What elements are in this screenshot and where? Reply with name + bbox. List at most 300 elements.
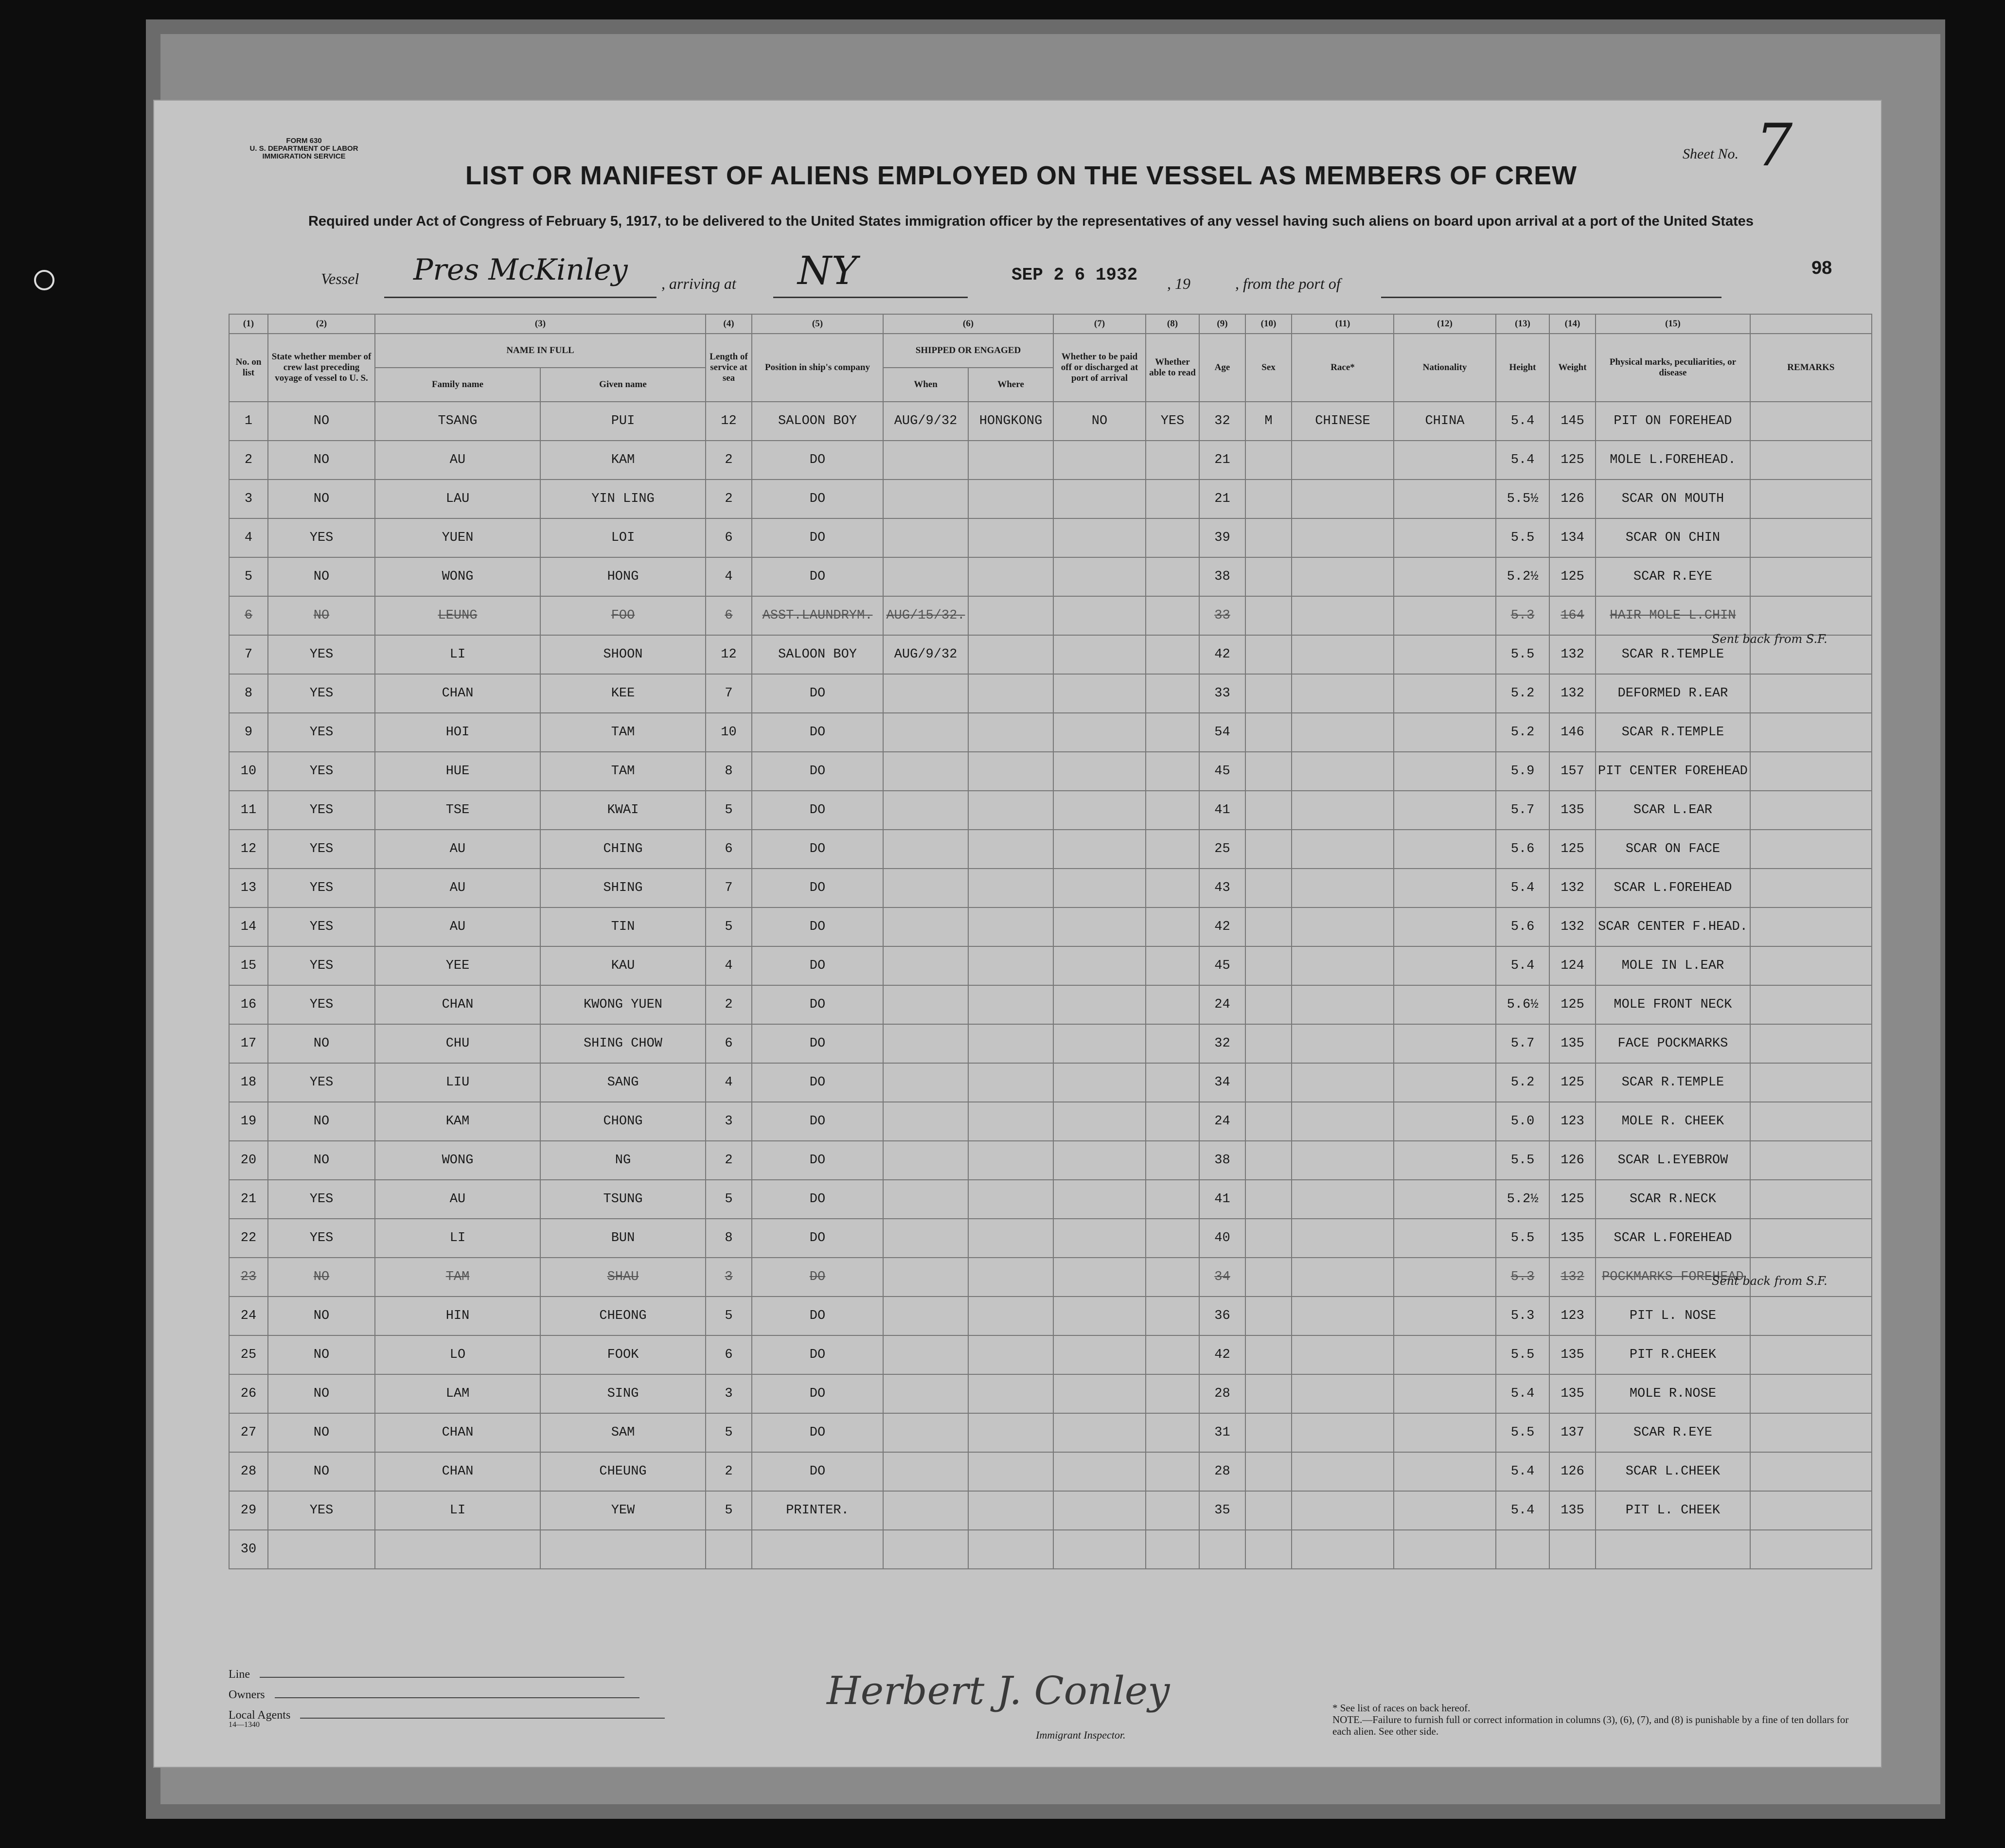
able-read-cell [1146, 1024, 1199, 1063]
given-name-cell: YEW [540, 1491, 706, 1530]
header-when: When [883, 368, 968, 402]
table-row [229, 480, 1872, 518]
position-cell: DO [752, 1219, 883, 1258]
family-name-cell: LIU [375, 1063, 540, 1102]
given-name-cell: CHEUNG [540, 1452, 706, 1491]
table-row [229, 985, 1872, 1024]
sex-cell [1245, 752, 1292, 791]
family-name-cell: LO [375, 1335, 540, 1374]
sex-cell [1245, 1180, 1292, 1219]
paid-off-cell [1053, 557, 1146, 596]
height-cell: 5.4 [1496, 1491, 1549, 1530]
prev-voyage-cell: NO [268, 1024, 375, 1063]
given-name-cell: FOO [540, 596, 706, 635]
col-num: (2) [268, 314, 375, 334]
nationality-cell [1394, 1452, 1496, 1491]
position-cell: DO [752, 1063, 883, 1102]
header-shipped-engaged: SHIPPED OR ENGAGED [883, 334, 1053, 368]
service-length-cell: 7 [706, 674, 752, 713]
service-length-cell: 6 [706, 596, 752, 635]
family-name-cell: LEUNG [375, 596, 540, 635]
age-cell: 45 [1199, 946, 1245, 985]
paid-off-cell [1053, 1374, 1146, 1413]
sex-cell [1245, 869, 1292, 907]
prev-voyage-cell: YES [268, 635, 375, 674]
nationality-cell [1394, 1491, 1496, 1530]
physical-marks-cell: DEFORMED R.EAR [1596, 674, 1750, 713]
race-cell [1292, 1452, 1394, 1491]
remark-row-23: Sent back from S.F. [1712, 1274, 1828, 1288]
row-number: 28 [229, 1452, 268, 1491]
col-num: (10) [1245, 314, 1292, 334]
shipped-when-cell [883, 1413, 968, 1452]
sex-cell [1245, 557, 1292, 596]
weight-cell: 125 [1549, 1063, 1596, 1102]
service-length-cell: 12 [706, 635, 752, 674]
nationality-cell [1394, 1297, 1496, 1335]
footnote [1332, 1702, 1867, 1737]
local-agents-label: Local Agents [229, 1709, 291, 1722]
height-cell: 5.5½ [1496, 480, 1549, 518]
given-name-cell: KWONG YUEN [540, 985, 706, 1024]
race-cell [1292, 441, 1394, 480]
remarks-cell [1750, 1063, 1872, 1102]
remarks-cell [1750, 1219, 1872, 1258]
shipped-where-cell [968, 1180, 1053, 1219]
sex-cell [1245, 1297, 1292, 1335]
paid-off-cell [1053, 480, 1146, 518]
height-cell: 5.5 [1496, 1219, 1549, 1258]
position-cell: DO [752, 791, 883, 830]
position-cell: DO [752, 713, 883, 752]
race-cell [1292, 985, 1394, 1024]
date-stamp: SEP 2 6 1932 [1011, 265, 1138, 285]
shipped-where-cell [968, 1063, 1053, 1102]
remarks-cell [1750, 596, 1872, 635]
paid-off-cell [1053, 674, 1146, 713]
position-cell: DO [752, 1258, 883, 1297]
physical-marks-cell: MOLE IN L.EAR [1596, 946, 1750, 985]
physical-marks-cell: PIT CENTER FOREHEAD [1596, 752, 1750, 791]
position-cell: DO [752, 830, 883, 869]
height-cell: 5.7 [1496, 1024, 1549, 1063]
able-read-cell [1146, 869, 1199, 907]
table-row [229, 1335, 1872, 1374]
height-cell: 5.4 [1496, 946, 1549, 985]
remarks-cell [1750, 1530, 1872, 1569]
table-row [229, 869, 1872, 907]
given-name-cell: HONG [540, 557, 706, 596]
shipped-when-cell [883, 869, 968, 907]
row-number: 23 [229, 1258, 268, 1297]
shipped-when-cell: AUG/15/32. [883, 596, 968, 635]
age-cell: 33 [1199, 674, 1245, 713]
race-cell [1292, 1024, 1394, 1063]
sex-cell [1245, 1335, 1292, 1374]
header-weight: Weight [1549, 334, 1596, 402]
height-cell: 5.5 [1496, 1335, 1549, 1374]
position-cell: DO [752, 441, 883, 480]
nationality-cell: CHINA [1394, 402, 1496, 441]
family-name-cell: LI [375, 1219, 540, 1258]
shipped-when-cell: AUG/9/32 [883, 402, 968, 441]
paid-off-cell [1053, 1102, 1146, 1141]
col-num: (14) [1549, 314, 1596, 334]
given-name-cell: SANG [540, 1063, 706, 1102]
position-cell: DO [752, 518, 883, 557]
age-cell: 33 [1199, 596, 1245, 635]
row-number: 10 [229, 752, 268, 791]
physical-marks-cell: SCAR R.TEMPLE [1596, 635, 1750, 674]
nationality-cell [1394, 557, 1496, 596]
header-position: Position in ship's company [752, 334, 883, 402]
shipped-when-cell [883, 1063, 968, 1102]
position-cell: DO [752, 557, 883, 596]
able-read-cell [1146, 1335, 1199, 1374]
sex-cell: M [1245, 402, 1292, 441]
shipped-where-cell [968, 441, 1053, 480]
weight-cell: 137 [1549, 1413, 1596, 1452]
sex-cell [1245, 830, 1292, 869]
shipped-when-cell [883, 1452, 968, 1491]
nationality-cell [1394, 1024, 1496, 1063]
service-length-cell: 7 [706, 869, 752, 907]
weight-cell: 135 [1549, 1374, 1596, 1413]
col-num: (9) [1199, 314, 1245, 334]
page-number: 98 [1811, 258, 1832, 278]
prev-voyage-cell: YES [268, 752, 375, 791]
weight-cell: 126 [1549, 1141, 1596, 1180]
family-name-cell: TSANG [375, 402, 540, 441]
family-name-cell: HUE [375, 752, 540, 791]
nationality-cell [1394, 1335, 1496, 1374]
sex-cell [1245, 985, 1292, 1024]
remark-row-6: Sent back from S.F. [1712, 632, 1828, 646]
family-name-cell: AU [375, 441, 540, 480]
shipped-when-cell [883, 1219, 968, 1258]
able-read-cell [1146, 985, 1199, 1024]
shipped-where-cell [968, 1530, 1053, 1569]
given-name-cell: LOI [540, 518, 706, 557]
remarks-cell [1750, 441, 1872, 480]
col-num: (11) [1292, 314, 1394, 334]
penalty-note: NOTE.—Failure to furnish full or correct information in columns (3), (6), (7), and (8) is punishable by a fine of ten dollars for each alien. See other side. [1332, 1714, 1849, 1737]
row-number: 18 [229, 1063, 268, 1102]
page-title: LIST OR MANIFEST OF ALIENS EMPLOYED ON THE VESSEL AS MEMBERS OF CREW [465, 161, 1578, 190]
service-name: IMMIGRATION SERVICE [262, 152, 346, 160]
height-cell: 5.4 [1496, 402, 1549, 441]
weight-cell: 132 [1549, 635, 1596, 674]
age-cell: 41 [1199, 791, 1245, 830]
row-number: 26 [229, 1374, 268, 1413]
shipped-where-cell [968, 946, 1053, 985]
header-sex: Sex [1245, 334, 1292, 402]
races-note: * See list of races on back hereof. [1332, 1702, 1471, 1714]
height-cell: 5.6 [1496, 830, 1549, 869]
race-cell [1292, 907, 1394, 946]
physical-marks-cell: SCAR R.EYE [1596, 557, 1750, 596]
weight-cell: 135 [1549, 791, 1596, 830]
vessel-line [321, 270, 359, 288]
weight-cell: 123 [1549, 1102, 1596, 1141]
sex-cell [1245, 1413, 1292, 1452]
race-cell [1292, 480, 1394, 518]
shipped-when-cell [883, 1141, 968, 1180]
age-cell: 24 [1199, 1102, 1245, 1141]
remarks-cell [1750, 557, 1872, 596]
race-cell [1292, 557, 1394, 596]
given-name-cell: SHING CHOW [540, 1024, 706, 1063]
able-read-cell [1146, 441, 1199, 480]
paid-off-cell [1053, 752, 1146, 791]
race-cell [1292, 1413, 1394, 1452]
col-num: (13) [1496, 314, 1549, 334]
able-read-cell [1146, 713, 1199, 752]
age-cell: 28 [1199, 1374, 1245, 1413]
table-row [229, 1452, 1872, 1491]
physical-marks-cell: SCAR L.EYEBROW [1596, 1141, 1750, 1180]
header-where: Where [968, 368, 1053, 402]
age-cell: 21 [1199, 480, 1245, 518]
vessel-underline [384, 297, 657, 298]
physical-marks-cell: SCAR CENTER F.HEAD. [1596, 907, 1750, 946]
line-label: Line [229, 1668, 250, 1681]
physical-marks-cell: PIT L. NOSE [1596, 1297, 1750, 1335]
shipped-when-cell [883, 518, 968, 557]
service-length-cell: 2 [706, 480, 752, 518]
shipped-when-cell [883, 907, 968, 946]
given-name-cell: NG [540, 1141, 706, 1180]
position-cell: SALOON BOY [752, 402, 883, 441]
height-cell: 5.2½ [1496, 1180, 1549, 1219]
family-name-cell: CHAN [375, 985, 540, 1024]
age-cell: 54 [1199, 713, 1245, 752]
shipped-when-cell [883, 480, 968, 518]
department-name: U. S. DEPARTMENT OF LABOR [249, 144, 358, 153]
able-read-cell [1146, 557, 1199, 596]
owners-label: Owners [229, 1688, 265, 1701]
age-cell: 39 [1199, 518, 1245, 557]
table-row [229, 907, 1872, 946]
race-cell [1292, 1102, 1394, 1141]
service-length-cell: 8 [706, 1219, 752, 1258]
shipped-when-cell [883, 1102, 968, 1141]
row-number: 7 [229, 635, 268, 674]
physical-marks-cell [1596, 1530, 1750, 1569]
sheet-number-label: Sheet No. [1683, 146, 1739, 162]
able-read-cell: YES [1146, 402, 1199, 441]
sex-cell [1245, 1102, 1292, 1141]
paid-off-cell [1053, 596, 1146, 635]
able-read-cell [1146, 635, 1199, 674]
col-num: (6) [883, 314, 1053, 334]
table-row [229, 1530, 1872, 1569]
paid-off-cell [1053, 1413, 1146, 1452]
able-read-cell [1146, 1491, 1199, 1530]
able-read-cell [1146, 1530, 1199, 1569]
paid-off-cell [1053, 1141, 1146, 1180]
shipped-where-cell [968, 1491, 1053, 1530]
physical-marks-cell: SCAR R.EYE [1596, 1413, 1750, 1452]
header-remarks: REMARKS [1750, 334, 1872, 402]
family-name-cell: TAM [375, 1258, 540, 1297]
paid-off-cell [1053, 1219, 1146, 1258]
physical-marks-cell: MOLE R. CHEEK [1596, 1102, 1750, 1141]
family-name-cell: LI [375, 1491, 540, 1530]
table-row [229, 518, 1872, 557]
prev-voyage-cell: NO [268, 1374, 375, 1413]
shipped-when-cell [883, 752, 968, 791]
position-cell: SALOON BOY [752, 635, 883, 674]
paid-off-cell [1053, 985, 1146, 1024]
row-number: 1 [229, 402, 268, 441]
family-name-cell: CHAN [375, 1413, 540, 1452]
from-port-label: , from the port of [1235, 275, 1341, 292]
vessel-name: Pres McKinley [413, 253, 628, 287]
physical-marks-cell: MOLE R.NOSE [1596, 1374, 1750, 1413]
age-cell: 36 [1199, 1297, 1245, 1335]
given-name-cell: CHONG [540, 1102, 706, 1141]
prev-voyage-cell: YES [268, 907, 375, 946]
nationality-cell [1394, 441, 1496, 480]
service-length-cell: 5 [706, 791, 752, 830]
weight-cell: 123 [1549, 1297, 1596, 1335]
remarks-cell [1750, 1024, 1872, 1063]
weight-cell: 125 [1549, 1180, 1596, 1219]
given-name-cell: TAM [540, 752, 706, 791]
able-read-cell [1146, 1258, 1199, 1297]
nationality-cell [1394, 830, 1496, 869]
table-row [229, 1258, 1872, 1297]
age-cell: 25 [1199, 830, 1245, 869]
race-cell [1292, 1180, 1394, 1219]
remarks-cell [1750, 907, 1872, 946]
shipped-where-cell [968, 1258, 1053, 1297]
prev-voyage-cell: YES [268, 869, 375, 907]
age-cell: 38 [1199, 1141, 1245, 1180]
prev-voyage-cell: YES [268, 791, 375, 830]
sex-cell [1245, 1141, 1292, 1180]
weight-cell: 132 [1549, 1258, 1596, 1297]
race-cell [1292, 635, 1394, 674]
shipped-when-cell [883, 1530, 968, 1569]
shipped-where-cell [968, 1024, 1053, 1063]
col-num: (1) [229, 314, 268, 334]
row-number: 29 [229, 1491, 268, 1530]
race-cell [1292, 1335, 1394, 1374]
position-cell: DO [752, 1102, 883, 1141]
header-prev-voyage: State whether member of crew last preceding voyage of vessel to U. S. [268, 334, 375, 402]
shipped-when-cell [883, 1024, 968, 1063]
given-name-cell: YIN LING [540, 480, 706, 518]
able-read-cell [1146, 518, 1199, 557]
shipped-where-cell [968, 752, 1053, 791]
vessel-label: Vessel [321, 270, 359, 287]
shipped-where-cell [968, 1413, 1053, 1452]
table-row [229, 752, 1872, 791]
nationality-cell [1394, 635, 1496, 674]
family-name-cell: LI [375, 635, 540, 674]
table-row [229, 1102, 1872, 1141]
height-cell: 5.5 [1496, 1141, 1549, 1180]
service-length-cell: 2 [706, 985, 752, 1024]
race-cell: CHINESE [1292, 402, 1394, 441]
sex-cell [1245, 480, 1292, 518]
shipped-where-cell [968, 907, 1053, 946]
age-cell: 31 [1199, 1413, 1245, 1452]
footer-fields [229, 1668, 665, 1741]
table-row [229, 635, 1872, 674]
nationality-cell [1394, 907, 1496, 946]
table-row [229, 1219, 1872, 1258]
height-cell: 5.0 [1496, 1102, 1549, 1141]
shipped-when-cell [883, 830, 968, 869]
local-agents-field [300, 1718, 665, 1719]
row-number: 24 [229, 1297, 268, 1335]
family-name-cell: WONG [375, 557, 540, 596]
service-length-cell: 5 [706, 1491, 752, 1530]
shipped-when-cell [883, 1297, 968, 1335]
height-cell: 5.4 [1496, 1452, 1549, 1491]
height-cell: 5.2 [1496, 1063, 1549, 1102]
col-num: (15) [1596, 314, 1750, 334]
header-physical-marks: Physical marks, peculiarities, or disease [1596, 334, 1750, 402]
family-name-cell: YEE [375, 946, 540, 985]
table-row [229, 946, 1872, 985]
prev-voyage-cell: YES [268, 674, 375, 713]
weight-cell: 132 [1549, 674, 1596, 713]
weight-cell: 125 [1549, 557, 1596, 596]
table-row [229, 1141, 1872, 1180]
shipped-when-cell [883, 713, 968, 752]
given-name-cell: CHEONG [540, 1297, 706, 1335]
row-number: 4 [229, 518, 268, 557]
service-length-cell: 3 [706, 1374, 752, 1413]
age-cell: 42 [1199, 1335, 1245, 1374]
position-cell: DO [752, 1297, 883, 1335]
service-length-cell: 6 [706, 830, 752, 869]
row-number: 16 [229, 985, 268, 1024]
age-cell: 21 [1199, 441, 1245, 480]
position-cell: DO [752, 985, 883, 1024]
position-cell: DO [752, 1452, 883, 1491]
sex-cell [1245, 441, 1292, 480]
shipped-when-cell [883, 946, 968, 985]
weight-cell: 135 [1549, 1491, 1596, 1530]
prev-voyage-cell: NO [268, 1258, 375, 1297]
weight-cell: 125 [1549, 441, 1596, 480]
table-row [229, 1024, 1872, 1063]
able-read-cell [1146, 480, 1199, 518]
physical-marks-cell: SCAR R.TEMPLE [1596, 713, 1750, 752]
service-length-cell: 5 [706, 1180, 752, 1219]
remarks-cell [1750, 1102, 1872, 1141]
able-read-cell [1146, 791, 1199, 830]
paid-off-cell [1053, 907, 1146, 946]
family-name-cell: HOI [375, 713, 540, 752]
physical-marks-cell: MOLE L.FOREHEAD. [1596, 441, 1750, 480]
row-number: 3 [229, 480, 268, 518]
weight-cell: 124 [1549, 946, 1596, 985]
remarks-cell [1750, 1297, 1872, 1335]
given-name-cell: TAM [540, 713, 706, 752]
race-cell [1292, 1063, 1394, 1102]
remarks-cell [1750, 674, 1872, 713]
weight-cell: 132 [1549, 907, 1596, 946]
weight-cell: 135 [1549, 1219, 1596, 1258]
shipped-when-cell [883, 1180, 968, 1219]
binder-hole [34, 270, 54, 290]
